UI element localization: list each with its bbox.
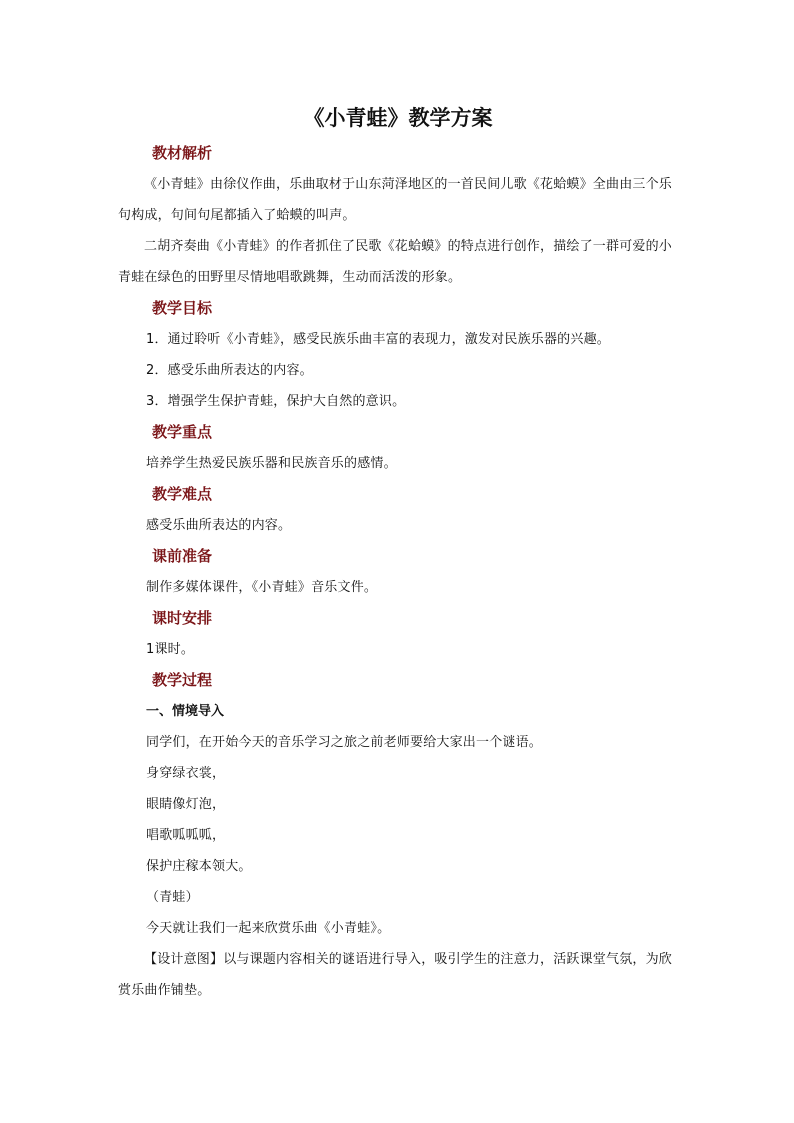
section-heading-analysis: 教材解析 xyxy=(152,144,213,162)
riddle-line-1: 身穿绿衣裳， xyxy=(146,766,226,781)
riddle-line-3: 唱歌呱呱呱， xyxy=(146,828,226,843)
design-note: 【设计意图】以与课题内容相关的谜语进行导入，吸引学生的注意力，活跃课堂气氛，为欣赏乐曲作铺垫。 xyxy=(118,952,673,998)
section-heading-goals: 教学目标 xyxy=(152,299,213,317)
section-heading-process: 教学过程 xyxy=(152,671,213,689)
riddle-line-2: 眼睛像灯泡， xyxy=(146,797,226,812)
riddle-line-4: 保护庄稼本领大。 xyxy=(146,859,252,874)
difficulties-text: 感受乐曲所表达的内容。 xyxy=(146,518,292,533)
section-heading-key-points: 教学重点 xyxy=(152,423,213,441)
section-heading-schedule: 课时安排 xyxy=(152,609,213,627)
goal-item-2: 2．感受乐曲所表达的内容。 xyxy=(146,363,313,378)
goal-item-1: 1．通过聆听《小青蛙》，感受民族乐曲丰富的表现力，激发对民族乐器的兴趣。 xyxy=(146,332,610,347)
document-page xyxy=(118,100,678,1006)
analysis-paragraph-2: 二胡齐奏曲《小青蛙》的作者抓住了民歌《花蛤蟆》的特点进行创作，描绘了一群可爱的小青蛙在绿色的田野里尽情地唱歌跳舞，生动而活泼的形象。 xyxy=(118,239,673,285)
process-subheading: 一、情境导入 xyxy=(146,704,225,719)
process-line-closing: 今天就让我们一起来欣赏乐曲《小青蛙》。 xyxy=(146,921,391,936)
section-heading-difficulties: 教学难点 xyxy=(152,485,213,503)
section-heading-preparation: 课前准备 xyxy=(152,547,213,565)
goal-item-3: 3．增强学生保护青蛙，保护大自然的意识。 xyxy=(146,394,406,409)
analysis-paragraph-1: 《小青蛙》由徐仪作曲，乐曲取材于山东菏泽地区的一首民间儿歌《花蛤蟆》全曲由三个乐句构成，句间句尾都插入了蛤蟆的叫声。 xyxy=(118,177,673,223)
preparation-text: 制作多媒体课件，《小青蛙》音乐文件。 xyxy=(146,580,378,595)
schedule-text: 1课时。 xyxy=(146,642,195,657)
riddle-answer: （青蛙） xyxy=(146,890,199,905)
process-line-1: 同学们，在开始今天的音乐学习之旅之前老师要给大家出一个谜语。 xyxy=(146,735,543,750)
key-points-text: 培养学生热爱民族乐器和民族音乐的感情。 xyxy=(146,456,397,471)
document-title: 《小青蛙》教学方案 xyxy=(303,106,493,130)
